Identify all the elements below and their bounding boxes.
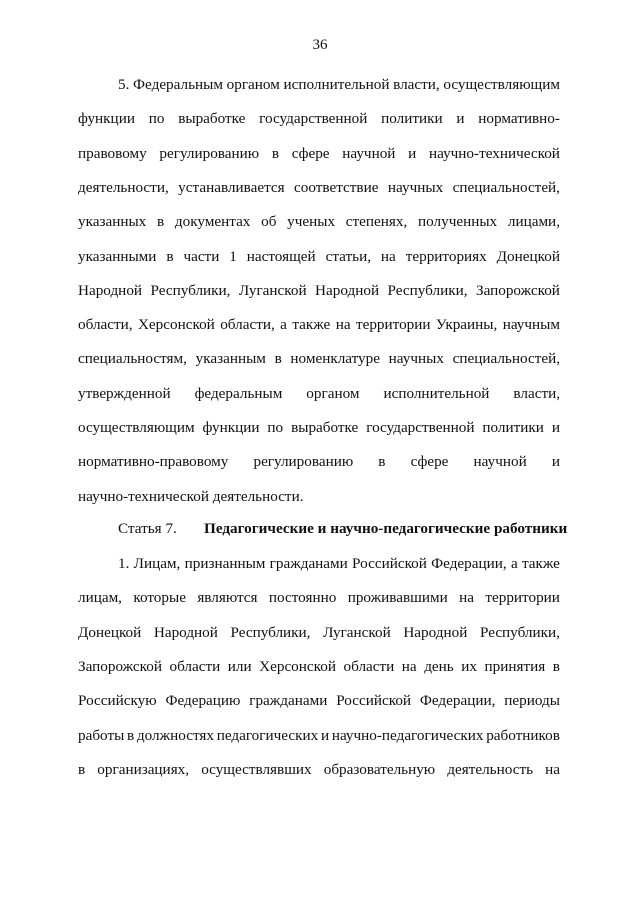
word: выработке (178, 110, 246, 128)
word: Украины, (435, 316, 498, 334)
word: проживавшими (347, 589, 448, 607)
word: деятельности, (78, 178, 169, 196)
word: власти, (393, 76, 440, 93)
text-line (78, 418, 560, 438)
word: ученых (287, 213, 336, 231)
word: принятия (484, 657, 546, 675)
word: осуществляющим (443, 76, 560, 93)
word: указанных (78, 213, 147, 231)
word: органом (306, 384, 360, 402)
word: Народной (403, 623, 468, 641)
page-number: 36 (312, 37, 328, 53)
word: а (510, 555, 518, 572)
word: также (292, 316, 331, 334)
word: 1 (229, 247, 237, 265)
word: утвержденной (78, 384, 171, 402)
word: в (271, 144, 279, 162)
word: научных (387, 178, 444, 196)
word: об (261, 213, 277, 231)
word: Запорожской (475, 281, 560, 299)
word: на (401, 657, 417, 675)
word: правовому (78, 144, 147, 162)
text-line (78, 384, 560, 404)
word: нормативно- (478, 110, 560, 128)
word: области (343, 657, 395, 675)
text-line (78, 281, 560, 301)
word: также (521, 555, 560, 572)
word: Луганской (238, 281, 307, 299)
word: Народной (153, 623, 218, 641)
word: осуществляющим (78, 419, 195, 436)
word: нормативно-правовому (78, 453, 229, 471)
word: исполнительной (283, 76, 390, 93)
word: регулированию (159, 144, 260, 162)
word: государственной (259, 110, 368, 128)
word: Народной (315, 281, 380, 299)
word: специальностей, (452, 178, 560, 196)
text-line (78, 212, 560, 232)
word: по (267, 419, 284, 436)
word: в (127, 726, 135, 744)
word: постоянно (268, 589, 337, 607)
word: статьи, (325, 247, 371, 265)
word: Запорожской (78, 657, 162, 675)
text-line (78, 760, 560, 780)
word: области, (78, 316, 133, 334)
word: в (274, 350, 282, 368)
word: Республики, (387, 281, 468, 299)
word: Лицам, (133, 555, 181, 572)
word: осуществлявших (201, 760, 312, 778)
word: день (424, 657, 454, 675)
text-line (78, 349, 560, 369)
word: на (545, 760, 560, 778)
text-line (78, 452, 560, 472)
word: политики (482, 419, 544, 436)
text-line (78, 144, 560, 164)
word: номенклатуре (290, 350, 380, 368)
word: настоящей (246, 247, 316, 265)
word: функции (78, 110, 135, 128)
word: Херсонской (137, 316, 215, 334)
word: являются (197, 589, 258, 607)
word: Российской (336, 692, 412, 710)
word: выработке (291, 419, 359, 436)
word: части (183, 247, 220, 265)
text-line (78, 623, 560, 643)
article-heading (118, 519, 568, 539)
article-label: Статья 7. (118, 520, 177, 537)
word: в (378, 453, 386, 471)
word: которые (133, 589, 186, 607)
text-line (78, 588, 560, 608)
word: и (320, 726, 330, 744)
word: в (166, 247, 174, 265)
word: специальностям, (78, 350, 187, 368)
text-line (78, 109, 560, 129)
word: периоды (504, 692, 560, 710)
word: или (227, 657, 252, 675)
word: территории (485, 589, 560, 607)
word: в (78, 760, 86, 778)
word: Республики, (150, 281, 231, 299)
word: указанным (195, 350, 266, 368)
word: указанными (78, 247, 157, 265)
word: должностях (136, 726, 214, 744)
word: образовательную (323, 760, 436, 778)
word: лицам, (78, 589, 122, 607)
word: педагогических (216, 726, 319, 744)
word: Народной (78, 281, 143, 299)
word: и (408, 144, 417, 162)
word: государственной (366, 419, 475, 436)
word: работы (78, 726, 125, 744)
word: признанным (184, 555, 266, 572)
word: сфере (410, 453, 449, 471)
word: 5. (118, 76, 130, 93)
word: Луганской (323, 623, 391, 641)
word: на (459, 589, 474, 607)
word: функции (202, 419, 260, 436)
text-line (78, 315, 560, 335)
text-line (78, 247, 560, 267)
text-line (78, 178, 560, 198)
article-title: Педагогические и научно-педагогические работники (204, 520, 568, 537)
word: регулированию (253, 453, 354, 471)
word: на (335, 316, 351, 334)
word: Федеральным (133, 76, 223, 93)
text-line (118, 554, 560, 574)
word: по (148, 110, 165, 128)
word: деятельность (447, 760, 534, 778)
word: и (551, 453, 560, 471)
word: работников (486, 726, 560, 744)
text-line: научно-технической деятельности. (78, 487, 304, 505)
word: в (552, 657, 560, 675)
text-line (78, 691, 560, 711)
word: научно-педагогических (331, 726, 484, 744)
word: сфере (291, 144, 330, 162)
word: специальностей, (452, 350, 560, 368)
word: их (461, 657, 477, 675)
word: Республики, (479, 623, 560, 641)
word: полученных (418, 213, 498, 231)
word: территориях (405, 247, 487, 265)
word: научным (502, 316, 560, 334)
word: в (157, 213, 165, 231)
word: а (280, 316, 287, 334)
word: лицами, (507, 213, 560, 231)
word: 1. (118, 555, 130, 572)
word: Российской (352, 555, 427, 572)
word: гражданами (269, 555, 348, 572)
word: Российскую (78, 692, 157, 710)
word: документах (174, 213, 251, 231)
word: органом (226, 76, 280, 93)
word: Федерации, (431, 555, 507, 572)
word: исполнительной (383, 384, 490, 402)
text-line (118, 75, 560, 95)
word: на (380, 247, 396, 265)
word: и (551, 419, 560, 436)
word: области, (220, 316, 275, 334)
word: Донецкой (78, 623, 142, 641)
word: научных (388, 350, 444, 368)
word: Федерации, (419, 692, 496, 710)
word: научной (473, 453, 527, 471)
word: области (169, 657, 221, 675)
word: организациях, (97, 760, 190, 778)
word: и (456, 110, 465, 128)
word: Донецкой (496, 247, 560, 265)
text-line (78, 657, 560, 677)
word: соответствие (294, 178, 379, 196)
word: Республики, (230, 623, 311, 641)
word: федеральным (194, 384, 283, 402)
word: научной (342, 144, 396, 162)
word: территории (355, 316, 431, 334)
text-line (78, 726, 560, 746)
word: власти, (513, 384, 560, 402)
word: Херсонской (259, 657, 336, 675)
word: Федерацию (165, 692, 241, 710)
word: политики (381, 110, 443, 128)
word: степенях, (345, 213, 408, 231)
word: гражданами (249, 692, 328, 710)
word: устанавливается (178, 178, 285, 196)
word: научно-технической (428, 144, 560, 162)
